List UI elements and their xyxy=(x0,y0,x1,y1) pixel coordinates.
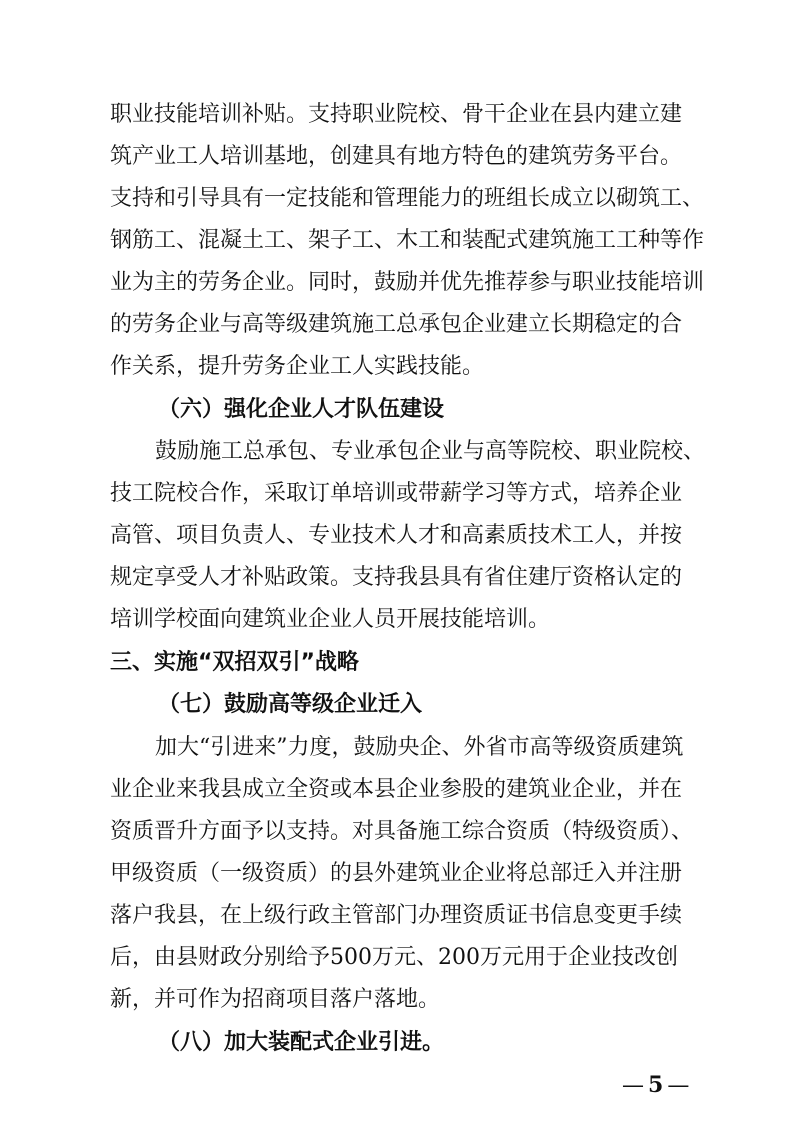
section-heading-6: （六）强化企业人才队伍建设 xyxy=(158,397,445,422)
text-line: 筑产业工人培训基地，创建具有地方特色的建筑劳务平台。 xyxy=(110,144,683,169)
page-number-dash-left: — xyxy=(622,1073,644,1098)
page-number-dash-right: — xyxy=(667,1073,690,1098)
page-number xyxy=(622,1070,689,1101)
text-line: 鼓励施工总承包、专业承包企业与高等院校、职业院校、 xyxy=(155,439,706,464)
text-line: 业为主的劳务企业。同时，鼓励并优先推荐参与职业技能培训 xyxy=(110,270,705,295)
text-line: 技工院校合作，采取订单培训或带薪学习等方式，培养企业 xyxy=(110,481,683,506)
text-line: 高管、项目负责人、专业技术人才和高素质技术工人，并按 xyxy=(110,523,683,548)
text-line: 新，并可作为招商项目落户落地。 xyxy=(110,987,441,1012)
text-line: 职业技能培训补贴。支持职业院校、骨干企业在县内建立建 xyxy=(110,102,683,127)
text-line: 规定享受人才补贴政策。支持我县具有省住建厅资格认定的 xyxy=(110,565,683,590)
text-line: 培训学校面向建筑业企业人员开展技能培训。 xyxy=(110,607,551,632)
page-number-value: 5 xyxy=(648,1072,664,1098)
text-line: 业企业来我县成立全资或本县企业参股的建筑业企业，并在 xyxy=(110,777,683,802)
text-line: 作关系，提升劳务企业工人实践技能。 xyxy=(110,354,485,379)
text-line: 加大“引进来”力度，鼓励央企、外省市高等级资质建筑 xyxy=(155,735,684,760)
text-line: 资质晋升方面予以支持。对具备施工综合资质（特级资质）、 xyxy=(110,819,694,844)
section-heading-3: 三、实施“双招双引”战略 xyxy=(110,650,359,675)
text-line: 甲级资质（一级资质）的县外建筑业企业将总部迁入并注册 xyxy=(110,861,683,886)
text-line: 后，由县财政分别给予500万元、200万元用于企业技改创 xyxy=(110,945,678,970)
text-line: 落户我县，在上级行政主管部门办理资质证书信息变更手续 xyxy=(110,903,683,928)
text-line: 钢筋工、混凝土工、架子工、木工和装配式建筑施工工种等作 xyxy=(110,228,705,253)
text-line: 的劳务企业与高等级建筑施工总承包企业建立长期稳定的合 xyxy=(110,312,683,337)
section-heading-7: （七）鼓励高等级企业迁入 xyxy=(158,692,423,717)
text-line: 支持和引导具有一定技能和管理能力的班组长成立以砌筑工、 xyxy=(110,186,705,211)
section-heading-8: （八）加大装配式企业引进。 xyxy=(158,1030,445,1055)
